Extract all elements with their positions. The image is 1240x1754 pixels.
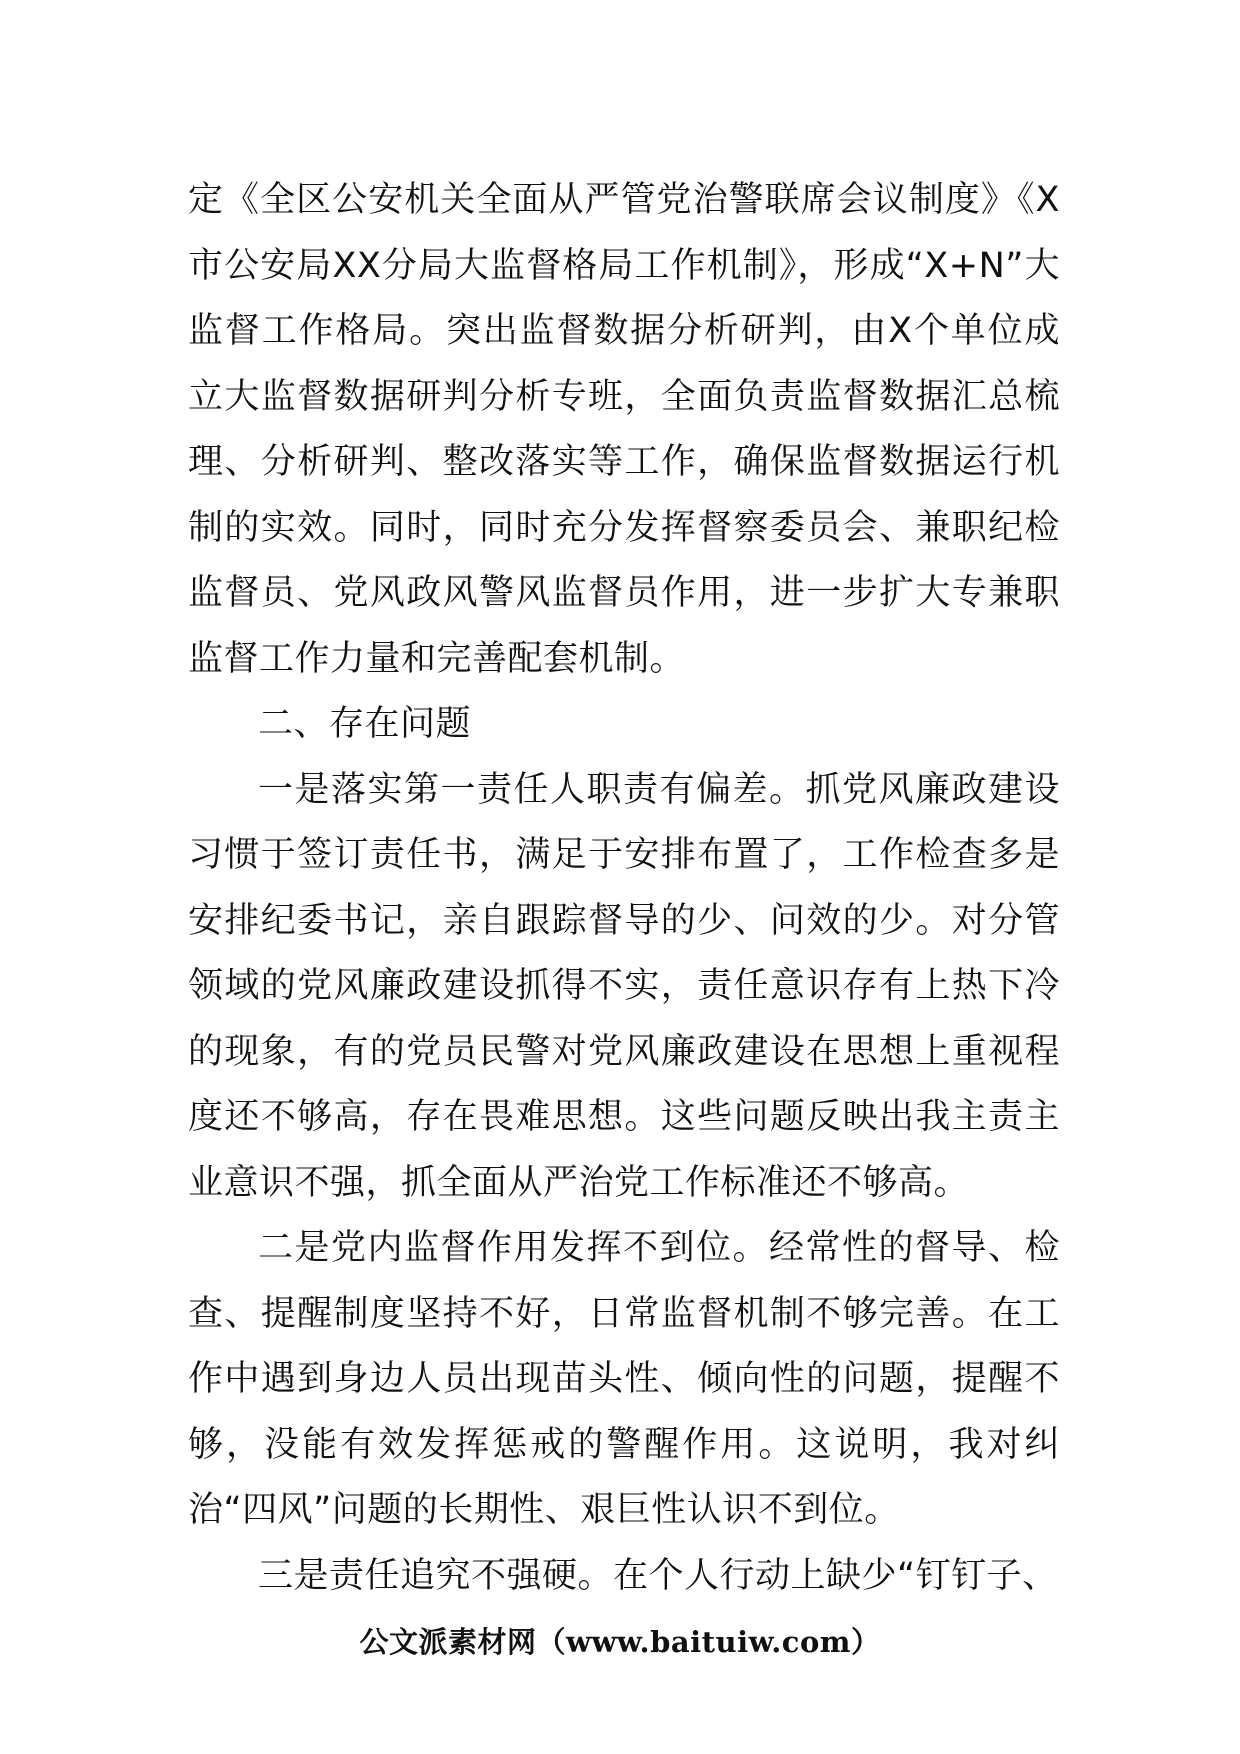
paragraph-continuation: 定《全区公安机关全面从严管党治警联席会议制度》《X市公安局XX分局大监督格局工作机制》，形成“X+N”大监督工作格局。突出监督数据分析研判，由X个单位成立大监督数据研判分析专班，全面负责监督数据汇总梳理、分析研判、整改落实等工作，确保监督数据运行机制的实效。同时，同时充分发挥督察委员会、兼职纪检监督员、党风政风警风监督员作用，进一步扩大专兼职监督工作力量和完善配套机制。 — [188, 180, 1060, 679]
paragraph-problem-1: 一是落实第一责任人职责有偏差。抓党风廉政建设习惯于签订责任书，满足于安排布置了，工作检查多是安排纪委书记，亲自跟踪督导的少、问效的少。对分管领域的党风廉政建设抓得不实，责任意识存有上热下冷的现象，有的党员民警对党风廉政建设在思想上重视程度还不够高，存在畏难思想。这些问题反映出我主责主业意识不强，抓全面从严治党工作标准还不够高。 — [188, 769, 1060, 1203]
document-body — [188, 168, 1060, 1609]
page-footer-watermark: 公文派素材网（www.baituiw.com） — [359, 1625, 881, 1659]
paragraph-problem-3: 三是责任追究不强硬。在个人行动上缺少“钉钉子、 — [258, 1555, 1058, 1596]
paragraph-problem-2: 二是党内监督作用发挥不到位。经常性的督导、检查、提醒制度坚持不好，日常监督机制不够完善。在工作中遇到身边人员出现苗头性、倾向性的问题，提醒不够，没能有效发挥惩戒的警醒作用。这说明，我对纠治“四风”问题的长期性、艰巨性认识不到位。 — [188, 1228, 1060, 1530]
section-heading: 二、存在问题 — [258, 704, 472, 744]
